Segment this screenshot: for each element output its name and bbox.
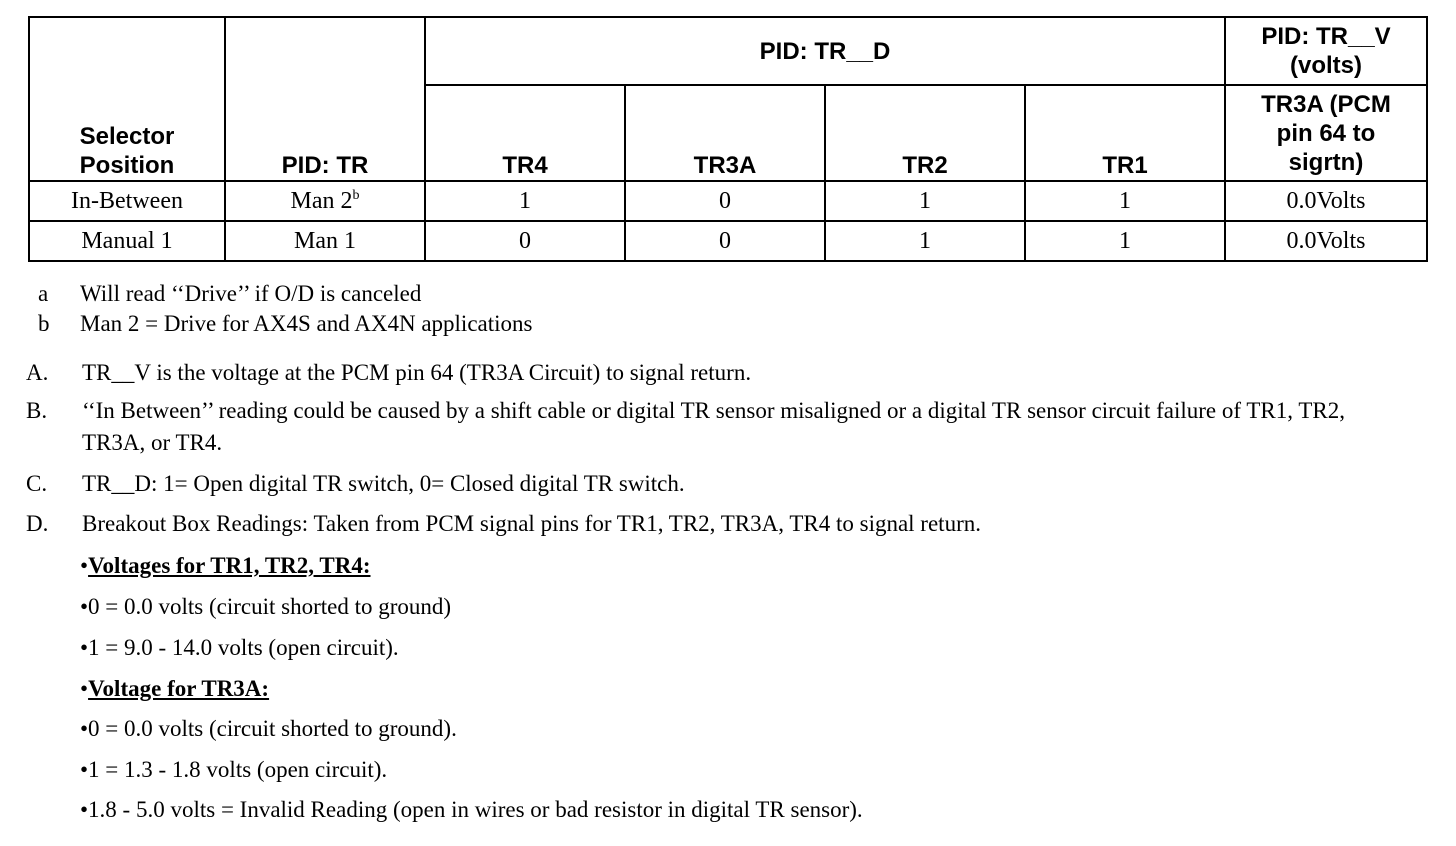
voltages-heading: •Voltages for TR1, TR2, TR4: bbox=[80, 553, 371, 578]
header-tr1: TR1 bbox=[1025, 85, 1225, 181]
cell-selector: In-Between bbox=[29, 181, 225, 221]
cell-tr3a: 0 bbox=[625, 181, 825, 221]
table-row bbox=[29, 181, 1427, 221]
header-pid-tr-v: PID: TR__V (volts) bbox=[1225, 17, 1427, 85]
cell-tr3a: 0 bbox=[625, 221, 825, 261]
cell-tr2: 1 bbox=[825, 181, 1025, 221]
cell-selector: Manual 1 bbox=[29, 221, 225, 261]
cell-tr2: 1 bbox=[825, 221, 1025, 261]
header-tr3a-pcm: TR3A (PCM pin 64 to sigrtn) bbox=[1225, 85, 1427, 181]
cell-tr4: 1 bbox=[425, 181, 625, 221]
cell-pid-tr: Man 1 bbox=[225, 221, 425, 261]
cell-volts: 0.0Volts bbox=[1225, 181, 1427, 221]
table-row bbox=[29, 221, 1427, 261]
header-pid-tr: PID: TR bbox=[225, 17, 425, 181]
cell-tr1: 1 bbox=[1025, 181, 1225, 221]
cell-pid-tr: Man 2$^b$ bbox=[225, 181, 425, 221]
bullet-voltage-1: •1 = 9.0 - 14.0 volts (open circuit). bbox=[80, 635, 399, 660]
bullet-tr3a-0: •0 = 0.0 volts (circuit shorted to ground). bbox=[80, 716, 457, 741]
header-tr4: TR4 bbox=[425, 85, 625, 181]
bullet-tr3a-1: •1 = 1.3 - 1.8 volts (open circuit). bbox=[80, 757, 388, 782]
cell-volts: 0.0Volts bbox=[1225, 221, 1427, 261]
cell-tr4: 0 bbox=[425, 221, 625, 261]
bullet-tr3a-invalid: •1.8 - 5.0 volts = Invalid Reading (open in wires or bad resistor in digital TR sensor). bbox=[80, 797, 863, 822]
voltage-tr3a-heading: •Voltage for TR3A: bbox=[80, 676, 270, 701]
header-selector-position: Selector Position bbox=[29, 17, 225, 181]
header-tr3a: TR3A bbox=[625, 85, 825, 181]
tr-readings-table bbox=[28, 16, 1428, 262]
footnote-ref: b bbox=[352, 187, 360, 203]
header-tr2: TR2 bbox=[825, 85, 1025, 181]
cell-tr1: 1 bbox=[1025, 221, 1225, 261]
bullet-voltage-0: •0 = 0.0 volts (circuit shorted to ground) bbox=[80, 594, 452, 619]
header-pid-tr-d: PID: TR__D bbox=[425, 17, 1225, 85]
